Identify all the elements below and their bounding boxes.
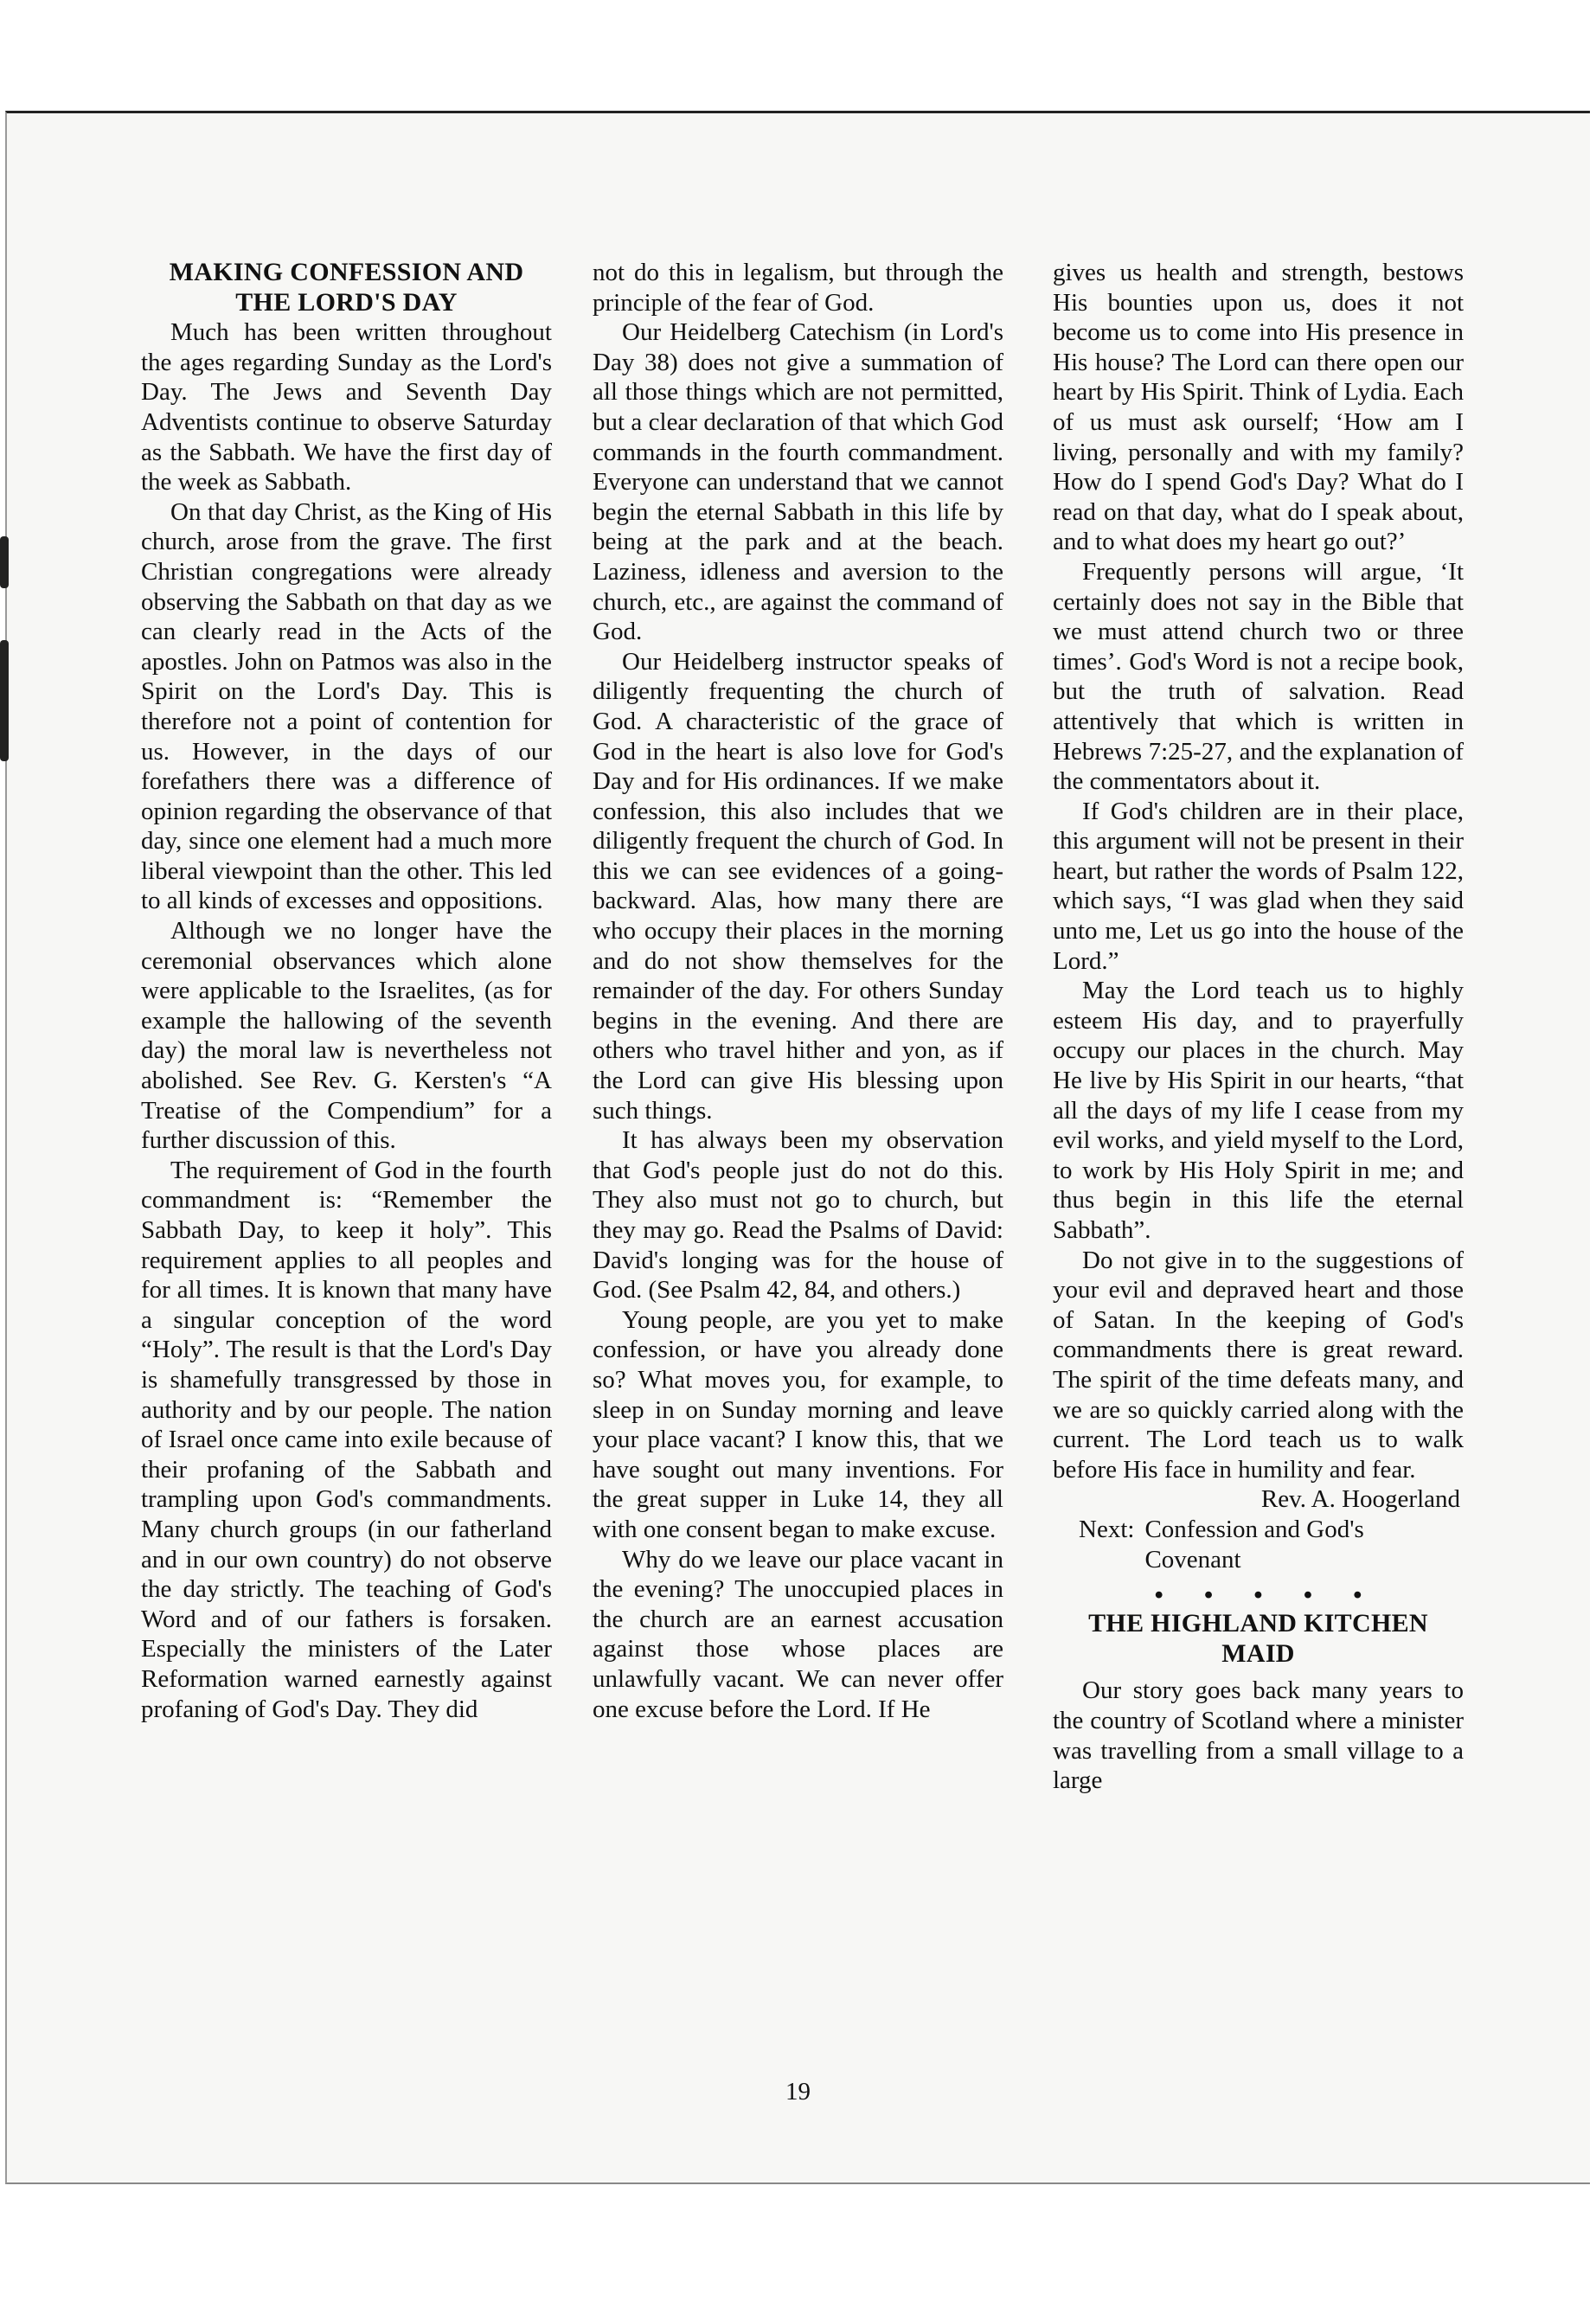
next-title: Confession and God's Covenant <box>1144 1515 1364 1574</box>
paragraph: Our Heidelberg Catechism (in Lord's Day 38) does not give a summation of all those things which are not permitted, but a clear declaration of that which God commands in the fourth commandment. Everyone can understand that we cannot begin the eternal Sabbath in this life by being at the park and at the beach. Laziness, idleness and aversion to the church, etc., are against the command of God. <box>593 318 1003 646</box>
binding-mark <box>0 640 9 761</box>
paragraph-continuation: not do this in legalism, but through the principle of the fear of God. <box>593 259 1003 317</box>
paragraph: May the Lord teach us to highly esteem His day, and to prayerfully occupy our places in the church. May He live by His Spirit in our hearts, “that all the days of my life I cease from my evil works, and yield myself to the Lord, to work by His Holy Spirit in me; and thus begin in this life the eternal Sabbath”. <box>1053 977 1464 1244</box>
article-title: MAKING CONFESSION AND THE LORD'S DAY <box>169 258 524 317</box>
article-title: THE HIGHLAND KITCHEN MAID <box>1088 1609 1428 1668</box>
paragraph: Do not give in to the suggestions of your evil and depraved heart and those of Satan. In the keeping of God's commandments there is great reward. The spirit of the time defeats many, and we are so quickly carried along with the current. The Lord teach us to walk before His face in humility and fear. <box>1053 1246 1464 1484</box>
author-signature: Rev. A. Hoogerland <box>1260 1485 1460 1514</box>
column-3 <box>1053 258 1464 1796</box>
next-article-note <box>1053 1515 1464 1574</box>
paragraph: Although we no longer have the ceremonial observances which alone were applicable to the Israelites, (as for example the hallowing of the seventh day) the moral law is nevertheless not abolished. See Rev. G. Kersten's “A Treatise of the Compendium” for a further discussion of this. <box>141 917 552 1155</box>
paragraph: Why do we leave our place vacant in the evening? The unoccupied places in the church are an earnest accusation against those whose places are unlawfully vacant. We can never offer one excuse before the Lord. If He <box>593 1545 1003 1723</box>
paragraph-continuation: gives us health and strength, bestows His bounties upon us, does it not become us to come into His presence in His house? The Lord can there open our heart by His Spirit. Think of Lydia. Each of us must ask ourself; ‘How am I living, personally and with my family? How do I spend God's Day? What do I read on that day, what do I speak about, and to what does my heart go out?’ <box>1053 259 1464 556</box>
column-2 <box>593 258 1003 1724</box>
paragraph: Young people, are you yet to make confession, or have you already done so? What moves you, for example, to sleep in on Sunday morning and leave your place vacant? I know this, that we have sought out many inventions. For the great supper in Luke 14, they all with one consent began to make excuse. <box>593 1305 1003 1543</box>
paragraph: On that day Christ, as the King of His church, arose from the grave. The first Christian congregations were already observing the Sabbath on that day as we can clearly read in the Acts of the apostles. John on Patmos was also in the Spirit on the Lord's Day. This is therefore not a point of contention for us. However, in the days of our forefathers there was a difference of opinion regarding the observance of that day, since one element had a much more liberal viewpoint than the other. This led to all kinds of excesses and oppositions. <box>141 497 552 915</box>
paragraph: Much has been written throughout the ages regarding Sunday as the Lord's Day. The Jews and Seventh Day Adventists continue to observe Saturday as the Sabbath. We have the first day of the week as Sabbath. <box>141 318 552 497</box>
column-1 <box>141 258 552 1724</box>
binding-mark <box>0 536 9 588</box>
paragraph: Our story goes back many years to the country of Scotland where a minister was travelling from a small village to a large <box>1053 1676 1464 1795</box>
paragraph: It has always been my observation that God's people just do not do this. They also must not go to church, but they may go. Read the Psalms of David: David's longing was for the house of God. (See Psalm 42, 84, and others.) <box>593 1126 1003 1304</box>
paragraph: Frequently persons will argue, ‘It certainly does not say in the Bible that we must attend church two or three times’. God's Word is not a recipe book, but the truth of salvation. Read attentively that which is written in Hebrews 7:25-27, and the explanation of the commentators about it. <box>1053 557 1464 796</box>
section-separator: • • • • • <box>1154 1581 1380 1610</box>
paragraph: Our Heidelberg instructor speaks of diligently frequenting the church of God. A characteristic of the grace of God in the heart is also love for God's Day and for His ordinances. If we make confession, this also includes that we diligently frequent the church of God. In this we can see evidences of a going-backward. Alas, how many there are who occupy their places in the morning and do not show themselves for the remainder of the day. For others Sunday begins in the evening. And there are others who travel hither and yon, as if the Lord can give His blessing upon such things. <box>593 647 1003 1125</box>
paragraph: The requirement of God in the fourth commandment is: “Remember the Sabbath Day, to keep it holy”. This requirement applies to all peoples and for all times. It is known that many have a singular conception of the word “Holy”. The result is that the Lord's Day is shamefully transgressed by those in authority and by our people. The nation of Israel once came into exile because of their profaning of the Sabbath and trampling upon God's commandments. Many church groups (in our fatherland and in our own country) do not observe the day strictly. The teaching of God's Word and of our fathers is forsaken. Especially the ministers of the Later Reformation warned earnestly against profaning of God's Day. They did <box>141 1156 552 1723</box>
page-number: 19 <box>785 2078 811 2106</box>
next-label: Next: <box>1079 1515 1135 1543</box>
paragraph: If God's children are in their place, this argument will not be present in their heart, but rather the words of Psalm 122, which says, “I was glad when they said unto me, Let us go into the house of the Lord.” <box>1053 797 1464 975</box>
